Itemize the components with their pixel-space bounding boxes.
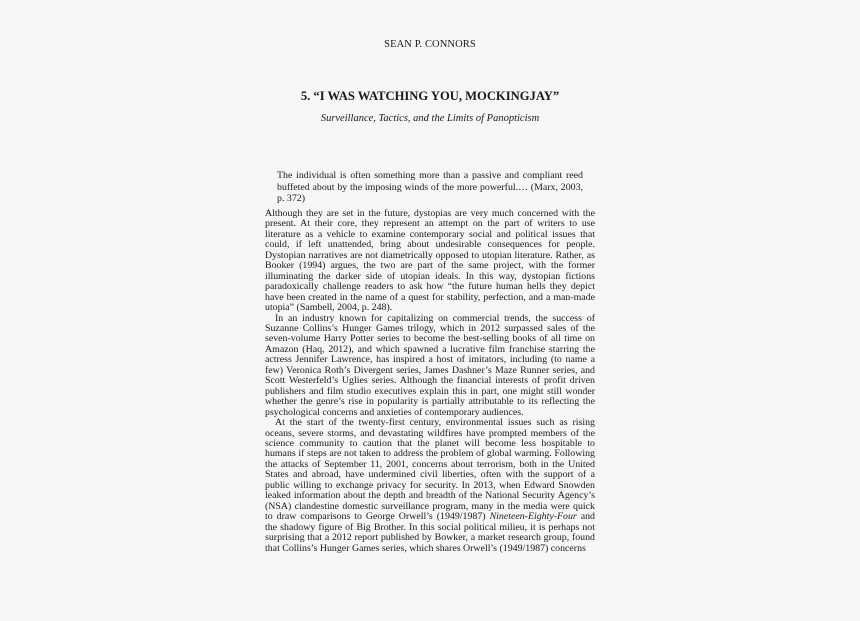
paragraph-3-text-b: and the shadowy figure of Big Brother. In this social political milieu, it is perhaps not surprising that a 2012 report published by Bowker, a market research group, found that Collins’s Hunger Games series, which shares Orwell’s (1949/1987) concerns bbox=[265, 511, 595, 554]
book-title-italic: Nineteen-Eighty-Four bbox=[489, 511, 577, 523]
paragraph-1: Although they are set in the future, dystopias are very much concerned with the present. At their core, they represent an attempt on the part of writers to use literature as a vehicle to examine contemporary social and political issues that could, if left unattended, bring about undesirable consequences for people. Dystopian narratives are not diametrically opposed to utopian literature. Rather, as Booker (1994) argues, the two are part of the same project, with the former illuminating the darker side of utopian ideals. In this way, dystopian fictions paradoxically challenge readers to ask how “the future human hells they depict have been created in the name of a quest for stability, perfection, and a man-made utopia” (Sambell, 2004, p. 248). bbox=[265, 208, 595, 314]
epigraph-text: The individual is often something more than a passive and compliant reed buffeted about by the imposing winds of the more powerful.… (Marx, 2003, p. 372) bbox=[277, 170, 583, 205]
epigraph-quote bbox=[277, 170, 583, 205]
paragraph-3 bbox=[265, 418, 595, 554]
body-text bbox=[265, 209, 595, 554]
chapter-subtitle: Surveillance, Tactics, and the Limits of Panopticism bbox=[320, 113, 540, 124]
paragraph-2: In an industry known for capitalizing on commercial trends, the success of Suzanne Collins’s Hunger Games trilogy, which in 2012 surpassed sales of the seven-volume Harry Potter series to become the best-selling books of all time on Amazon (Haq, 2012), and which spawned a lucrative film franchise starring the actress Jennifer Lawrence, has inspired a host of imitators, including (to name a few) Veronica Roth’s Divergent series, James Dashner’s Maze Runner series, and Scott Westerfeld’s Uglies series. Although the financial interests of profit driven publishers and film studio executives explain this in part, one might still wonder whether the genre’s rise in popularity is partially attributable to its reflecting the psychological concerns and anxieties of contemporary audiences. bbox=[265, 312, 595, 418]
chapter-title: 5. “I WAS WATCHING YOU, MOCKINGJAY” bbox=[300, 89, 560, 103]
paragraph-3-text-a: At the start of the twenty-first century, environmental issues such as rising oceans, severe storms, and devastating wildfires have prompted members of the science community to caution that the planet will become less hospitable to humans if steps are not taken to address the problem of global warming. Following the attacks of September 11, 2001, concerns about terrorism, both in the United States and abroad, have undermined civil liberties, often with the support of a public willing to exchange privacy for security. In 2013, when Edward Snowden leaked information about the depth and breadth of the National Security Agency’s (NSA) clandestine domestic surveillance program, many in the media were quick to draw comparisons to George Orwell’s (1949/1987) bbox=[265, 417, 595, 523]
running-head: SEAN P. CONNORS bbox=[384, 39, 476, 50]
